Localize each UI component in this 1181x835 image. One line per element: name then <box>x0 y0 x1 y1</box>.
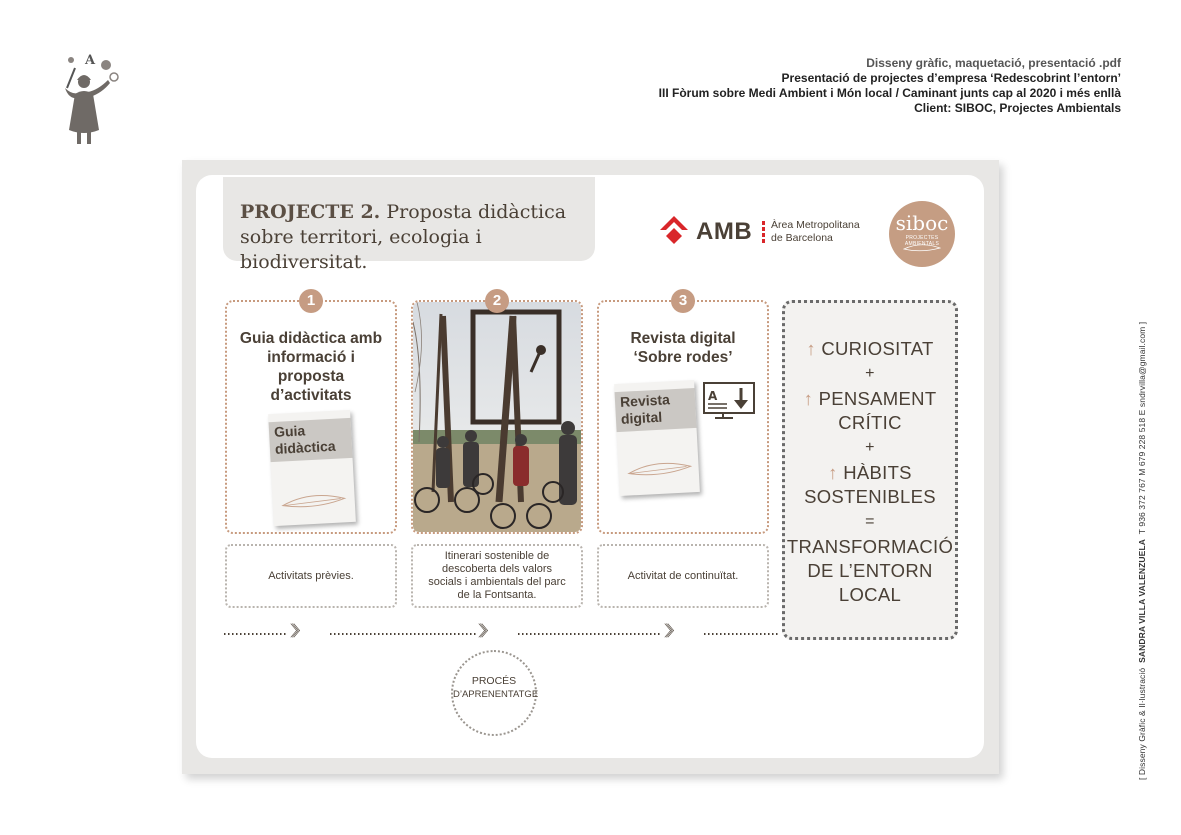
step-3-number: 3 <box>671 289 695 313</box>
outcome-line: DE L’ENTORN <box>807 560 933 581</box>
result-curiositat <box>785 337 955 361</box>
process-timeline <box>222 622 782 642</box>
amb-chevron-icon <box>660 216 692 246</box>
slide-title <box>240 200 600 275</box>
step-3-box <box>597 300 769 534</box>
result-label: CRÍTIC <box>838 412 902 433</box>
step-1-title: Guia didàctica amb informació i proposta d’activitats <box>239 330 383 404</box>
side-credits-prefix: [ Disseny Gràfic & Il·lustració <box>1137 667 1147 780</box>
svg-text:A: A <box>708 389 718 403</box>
chevrons-2: 〉〉〉 <box>478 623 491 640</box>
up-arrow-icon: ↑ <box>828 462 838 483</box>
step-1-number: 1 <box>299 289 323 313</box>
amb-logo <box>660 216 880 250</box>
amb-wordmark: AMB <box>696 218 753 245</box>
header-line: III Fòrum sobre Medi Ambient i Món local / Caminant junts cap al 2020 i més enllà <box>658 86 1121 100</box>
header-line: Disseny gràfic, maquetació, presentació .pdf <box>866 56 1121 70</box>
result-habits <box>785 461 955 485</box>
amb-subtitle-line: Àrea Metropolitana <box>771 219 860 231</box>
header-line: Client: SIBOC, Projectes Ambientals <box>914 101 1121 115</box>
chevrons-1: 〉〉〉 <box>290 623 303 640</box>
side-credits-name: SANDRA VILLA VALENZUELA <box>1137 539 1147 663</box>
step-1-description: Activitats prèvies. <box>225 544 397 608</box>
result-label: SOSTENIBLES <box>804 486 936 507</box>
slide-title-rest: Proposta didàctica sobre territori, ecologia i biodiversitat. <box>240 201 567 273</box>
plus-sign: + <box>865 439 875 456</box>
feather-icon <box>903 243 941 253</box>
learning-process-stamp <box>451 650 537 736</box>
side-credits <box>1137 260 1151 780</box>
result-label: CURIOSITAT <box>821 338 934 359</box>
outcome-line: LOCAL <box>838 584 902 605</box>
step-1-box <box>225 300 397 534</box>
feather-icon <box>280 490 347 511</box>
svg-text:A: A <box>85 53 96 68</box>
step-3-title: Revista digital ‘Sobre rodes’ <box>630 330 736 366</box>
download-document-icon <box>703 382 755 420</box>
proces-line-2: D’APRENENTATGE <box>453 689 539 700</box>
siboc-tagline: PROJECTES AMBIENTALS <box>904 235 940 247</box>
cyclists-photo <box>413 302 581 532</box>
plus-sign: + <box>865 365 875 382</box>
illustration-logo <box>55 50 125 150</box>
outcome-line: TRANSFORMACIÓ <box>786 536 954 557</box>
amb-subtitle-line: de Barcelona <box>771 232 833 244</box>
result-label: HÀBITS <box>843 462 912 483</box>
side-credits-contact: T 936 372 767 M 679 228 518 E sndrvilla@gmail.com ] <box>1137 321 1147 535</box>
amb-separator <box>762 221 765 243</box>
header-credits <box>659 56 1121 116</box>
up-arrow-icon: ↑ <box>806 338 816 359</box>
revista-digital-label: Revista digital <box>619 391 671 427</box>
amb-subtitle <box>771 219 860 245</box>
step-2-number: 2 <box>485 289 509 313</box>
results-box <box>782 300 958 640</box>
header-line: Presentació de projectes d’empresa ‘Redescobrint l’entorn’ <box>781 71 1121 85</box>
result-pensament <box>785 387 955 411</box>
equals-sign: = <box>865 513 875 530</box>
siboc-name: siboc <box>895 211 949 235</box>
result-label: PENSAMENT <box>818 388 937 409</box>
proces-line-1: PROCÉS <box>471 675 517 687</box>
up-arrow-icon: ↑ <box>803 388 814 409</box>
feather-icon <box>626 458 693 479</box>
revista-digital-cover <box>614 380 700 496</box>
chevrons-3: 〉〉〉 <box>664 623 677 640</box>
step-2-description: Itinerari sostenible de descoberta dels valors socials i ambientals del parc de la Fontsanta. <box>411 544 583 608</box>
guia-didactica-cover <box>268 410 356 526</box>
guia-didactica-label: Guia didàctica <box>273 422 336 457</box>
siboc-logo <box>889 201 955 267</box>
step-3-description: Activitat de continuïtat. <box>597 544 769 608</box>
slide-title-bold: PROJECTE 2. <box>240 201 381 223</box>
step-2-box <box>411 300 583 534</box>
